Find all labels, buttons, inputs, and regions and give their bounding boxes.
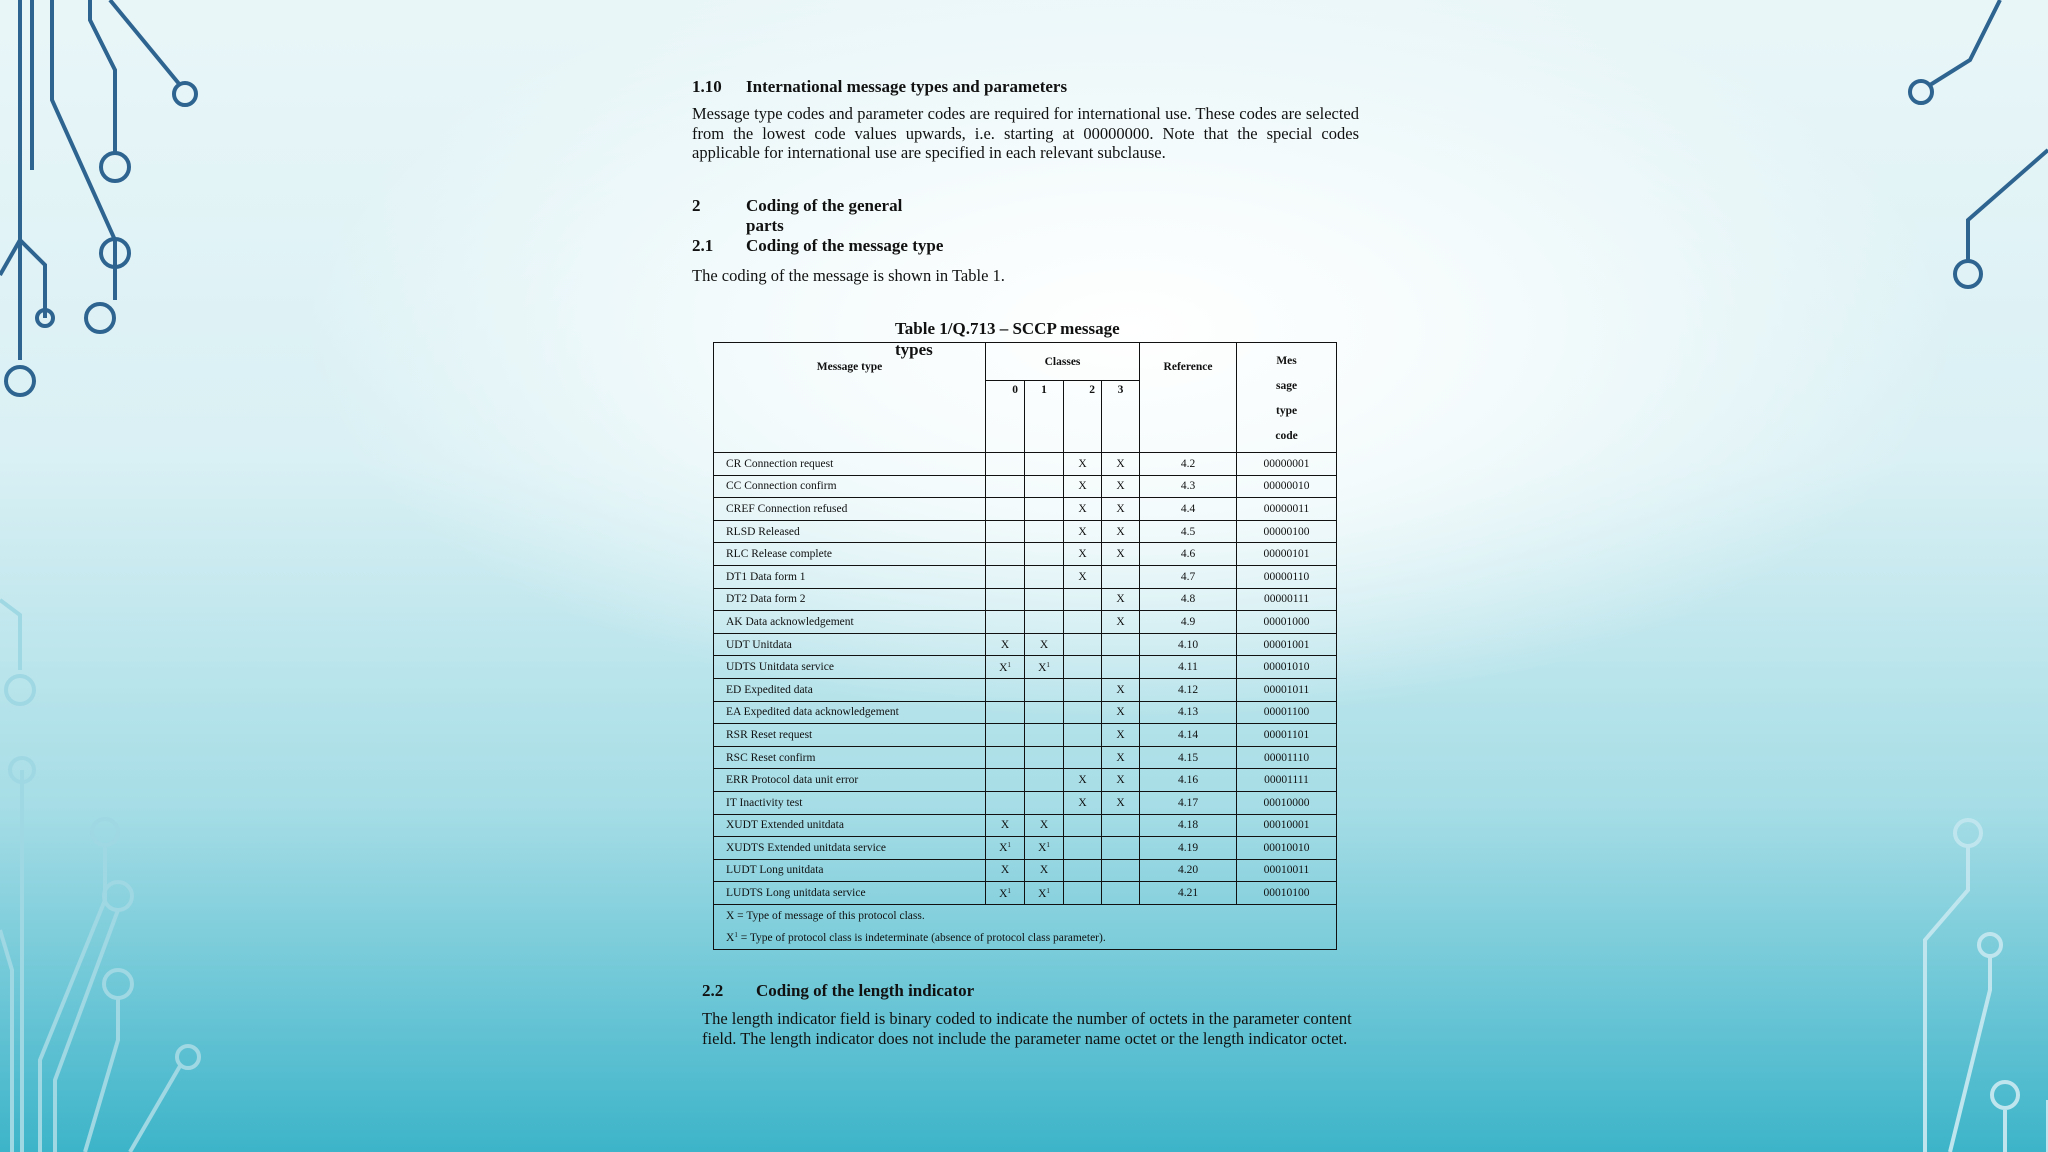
cell-class-2 bbox=[1064, 633, 1102, 656]
section-2-heading: 2 Coding of the general parts bbox=[692, 196, 903, 235]
cell-reference: 4.19 bbox=[1140, 837, 1237, 860]
cell-class-1 bbox=[1025, 520, 1064, 543]
cell-class-3 bbox=[1102, 565, 1140, 588]
cell-class-1 bbox=[1025, 791, 1064, 814]
cell-reference: 4.9 bbox=[1140, 611, 1237, 634]
cell-code: 00001011 bbox=[1237, 678, 1337, 701]
cell-class-0: X bbox=[986, 814, 1025, 837]
cell-reference: 4.14 bbox=[1140, 724, 1237, 747]
cell-class-3 bbox=[1102, 814, 1140, 837]
cell-code: 00010010 bbox=[1237, 837, 1337, 860]
cell-class-2 bbox=[1064, 724, 1102, 747]
footnote-2: $X^1$ = Type of protocol class is indeterminate (absence of protocol class parameter). bbox=[714, 927, 1337, 950]
cell-class-1: $X^1$ bbox=[1025, 656, 1064, 679]
cell-class-2: X bbox=[1064, 769, 1102, 792]
cell-class-0 bbox=[986, 791, 1025, 814]
cell-message-name: ED Expedited data bbox=[714, 678, 986, 701]
cell-class-2 bbox=[1064, 882, 1102, 905]
section-2-1-body: The coding of the message is shown in Table 1. bbox=[692, 266, 1005, 285]
cell-message-name: RSC Reset confirm bbox=[714, 746, 986, 769]
cell-class-2 bbox=[1064, 814, 1102, 837]
cell-class-0 bbox=[986, 724, 1025, 747]
table-row bbox=[714, 769, 1337, 792]
cell-code: 00010000 bbox=[1237, 791, 1337, 814]
cell-class-2 bbox=[1064, 859, 1102, 882]
cell-message-name: XUDT Extended unitdata bbox=[714, 814, 986, 837]
cell-code: 00001010 bbox=[1237, 656, 1337, 679]
header-message-type-code: Mes sage type code bbox=[1237, 343, 1337, 453]
header-classes: Classes bbox=[986, 343, 1140, 381]
cell-class-2: X bbox=[1064, 791, 1102, 814]
cell-class-3: X bbox=[1102, 498, 1140, 521]
cell-code: 00010001 bbox=[1237, 814, 1337, 837]
cell-class-1 bbox=[1025, 475, 1064, 498]
cell-message-name: LUDT Long unitdata bbox=[714, 859, 986, 882]
cell-message-name: RLC Release complete bbox=[714, 543, 986, 566]
table-row bbox=[714, 565, 1337, 588]
cell-class-3 bbox=[1102, 882, 1140, 905]
header-class-0: 0 bbox=[986, 381, 1025, 453]
cell-class-1: $X^1$ bbox=[1025, 837, 1064, 860]
cell-class-0 bbox=[986, 701, 1025, 724]
table-row bbox=[714, 724, 1337, 747]
header-message-type: Message type bbox=[714, 343, 986, 453]
cell-reference: 4.10 bbox=[1140, 633, 1237, 656]
cell-class-0: $X^1$ bbox=[986, 882, 1025, 905]
cell-class-2 bbox=[1064, 611, 1102, 634]
table-row bbox=[714, 588, 1337, 611]
cell-code: 00000110 bbox=[1237, 565, 1337, 588]
cell-class-0 bbox=[986, 769, 1025, 792]
cell-message-name: IT Inactivity test bbox=[714, 791, 986, 814]
cell-message-name: DT2 Data form 2 bbox=[714, 588, 986, 611]
table-row bbox=[714, 746, 1337, 769]
cell-class-2: X bbox=[1064, 498, 1102, 521]
cell-reference: 4.8 bbox=[1140, 588, 1237, 611]
header-class-1: 1 bbox=[1025, 381, 1064, 453]
cell-class-3 bbox=[1102, 656, 1140, 679]
header-reference: Reference bbox=[1140, 343, 1237, 453]
cell-class-3 bbox=[1102, 859, 1140, 882]
cell-code: 00001111 bbox=[1237, 769, 1337, 792]
table-caption: Table 1/Q.713 – SCCP message types bbox=[895, 319, 1120, 359]
cell-message-name: AK Data acknowledgement bbox=[714, 611, 986, 634]
cell-class-3 bbox=[1102, 837, 1140, 860]
cell-class-2: X bbox=[1064, 475, 1102, 498]
cell-class-0 bbox=[986, 520, 1025, 543]
cell-code: 00000100 bbox=[1237, 520, 1337, 543]
cell-message-name: DT1 Data form 1 bbox=[714, 565, 986, 588]
footnote-1: X = Type of message of this protocol class. bbox=[714, 904, 1337, 927]
cell-class-0 bbox=[986, 475, 1025, 498]
table-row bbox=[714, 498, 1337, 521]
cell-reference: 4.20 bbox=[1140, 859, 1237, 882]
cell-class-0: $X^1$ bbox=[986, 837, 1025, 860]
table-body bbox=[714, 453, 1337, 905]
cell-class-0 bbox=[986, 611, 1025, 634]
section-2-1-heading: 2.1 Coding of the message type bbox=[692, 236, 944, 255]
table-row bbox=[714, 611, 1337, 634]
cell-class-1: X bbox=[1025, 814, 1064, 837]
table-row bbox=[714, 520, 1337, 543]
cell-reference: 4.18 bbox=[1140, 814, 1237, 837]
cell-class-3: X bbox=[1102, 453, 1140, 476]
cell-class-1 bbox=[1025, 588, 1064, 611]
cell-class-0: X bbox=[986, 859, 1025, 882]
section-2-2-heading: 2.2 Coding of the length indicator bbox=[702, 981, 975, 1000]
cell-code: 00001000 bbox=[1237, 611, 1337, 634]
cell-class-2 bbox=[1064, 837, 1102, 860]
cell-code: 00010011 bbox=[1237, 859, 1337, 882]
cell-message-name: CC Connection confirm bbox=[714, 475, 986, 498]
cell-class-2 bbox=[1064, 678, 1102, 701]
cell-code: 00001101 bbox=[1237, 724, 1337, 747]
table-row bbox=[714, 633, 1337, 656]
cell-class-3: X bbox=[1102, 520, 1140, 543]
cell-class-3: X bbox=[1102, 475, 1140, 498]
cell-reference: 4.12 bbox=[1140, 678, 1237, 701]
cell-message-name: EA Expedited data acknowledgement bbox=[714, 701, 986, 724]
cell-class-3 bbox=[1102, 633, 1140, 656]
cell-code: 00001110 bbox=[1237, 746, 1337, 769]
section-2-2-body: The length indicator field is binary coded to indicate the number of octets in the parameter content field. The length indicator does not include the parameter name octet or the length indicator octet. bbox=[702, 1009, 1352, 1048]
cell-reference: 4.2 bbox=[1140, 453, 1237, 476]
cell-class-1: X bbox=[1025, 633, 1064, 656]
cell-class-0: $X^1$ bbox=[986, 656, 1025, 679]
table-row bbox=[714, 453, 1337, 476]
cell-class-2: X bbox=[1064, 520, 1102, 543]
table-row bbox=[714, 882, 1337, 905]
cell-class-3: X bbox=[1102, 724, 1140, 747]
cell-class-1 bbox=[1025, 678, 1064, 701]
cell-class-3: X bbox=[1102, 701, 1140, 724]
cell-reference: 4.4 bbox=[1140, 498, 1237, 521]
table-row bbox=[714, 814, 1337, 837]
cell-class-1 bbox=[1025, 543, 1064, 566]
cell-class-2: X bbox=[1064, 543, 1102, 566]
cell-class-0 bbox=[986, 543, 1025, 566]
cell-reference: 4.11 bbox=[1140, 656, 1237, 679]
section-1-10-heading: 1.10 International message types and parameters bbox=[692, 77, 1068, 96]
cell-message-name: RSR Reset request bbox=[714, 724, 986, 747]
cell-code: 00000010 bbox=[1237, 475, 1337, 498]
cell-class-3: X bbox=[1102, 791, 1140, 814]
cell-reference: 4.17 bbox=[1140, 791, 1237, 814]
cell-class-1 bbox=[1025, 724, 1064, 747]
cell-code: 00000101 bbox=[1237, 543, 1337, 566]
cell-message-name: ERR Protocol data unit error bbox=[714, 769, 986, 792]
cell-class-2: X bbox=[1064, 565, 1102, 588]
cell-reference: 4.13 bbox=[1140, 701, 1237, 724]
cell-class-2 bbox=[1064, 746, 1102, 769]
table-row bbox=[714, 656, 1337, 679]
cell-reference: 4.7 bbox=[1140, 565, 1237, 588]
cell-message-name: CREF Connection refused bbox=[714, 498, 986, 521]
cell-code: 00000111 bbox=[1237, 588, 1337, 611]
cell-reference: 4.5 bbox=[1140, 520, 1237, 543]
cell-code: 00001001 bbox=[1237, 633, 1337, 656]
cell-message-name: CR Connection request bbox=[714, 453, 986, 476]
cell-class-1 bbox=[1025, 701, 1064, 724]
cell-class-1 bbox=[1025, 453, 1064, 476]
cell-reference: 4.21 bbox=[1140, 882, 1237, 905]
cell-message-name: LUDTS Long unitdata service bbox=[714, 882, 986, 905]
cell-class-0 bbox=[986, 678, 1025, 701]
table-row bbox=[714, 543, 1337, 566]
cell-class-2 bbox=[1064, 701, 1102, 724]
cell-class-3: X bbox=[1102, 543, 1140, 566]
cell-class-2 bbox=[1064, 588, 1102, 611]
table-row bbox=[714, 837, 1337, 860]
cell-class-0 bbox=[986, 588, 1025, 611]
cell-message-name: XUDTS Extended unitdata service bbox=[714, 837, 986, 860]
cell-reference: 4.3 bbox=[1140, 475, 1237, 498]
cell-class-3: X bbox=[1102, 769, 1140, 792]
section-1-10-body: Message type codes and parameter codes are required for international use. These codes are selected from the lowest code values upwards, i.e. starting at 00000000. Note that the special codes applicable for international use are specified in each relevant subclause. bbox=[692, 104, 1359, 162]
cell-class-3: X bbox=[1102, 588, 1140, 611]
table-row bbox=[714, 859, 1337, 882]
cell-code: 00000001 bbox=[1237, 453, 1337, 476]
cell-class-1 bbox=[1025, 565, 1064, 588]
cell-class-1 bbox=[1025, 611, 1064, 634]
cell-class-1 bbox=[1025, 769, 1064, 792]
cell-class-1 bbox=[1025, 746, 1064, 769]
message-types-table bbox=[713, 342, 1337, 950]
cell-class-1: X bbox=[1025, 859, 1064, 882]
cell-code: 00001100 bbox=[1237, 701, 1337, 724]
cell-class-0 bbox=[986, 565, 1025, 588]
table-row bbox=[714, 791, 1337, 814]
cell-class-2: X bbox=[1064, 453, 1102, 476]
table-row bbox=[714, 475, 1337, 498]
cell-class-3: X bbox=[1102, 678, 1140, 701]
cell-class-0: X bbox=[986, 633, 1025, 656]
cell-class-0 bbox=[986, 498, 1025, 521]
cell-code: 00010100 bbox=[1237, 882, 1337, 905]
cell-reference: 4.15 bbox=[1140, 746, 1237, 769]
cell-class-3: X bbox=[1102, 611, 1140, 634]
table-row bbox=[714, 678, 1337, 701]
header-class-3: 3 bbox=[1102, 381, 1140, 453]
cell-reference: 4.16 bbox=[1140, 769, 1237, 792]
header-class-2: 2 bbox=[1064, 381, 1102, 453]
cell-message-name: UDT Unitdata bbox=[714, 633, 986, 656]
table-row bbox=[714, 701, 1337, 724]
cell-class-1 bbox=[1025, 498, 1064, 521]
cell-message-name: RLSD Released bbox=[714, 520, 986, 543]
cell-message-name: UDTS Unitdata service bbox=[714, 656, 986, 679]
cell-class-1: $X^1$ bbox=[1025, 882, 1064, 905]
cell-class-3: X bbox=[1102, 746, 1140, 769]
cell-class-0 bbox=[986, 746, 1025, 769]
cell-class-0 bbox=[986, 453, 1025, 476]
cell-class-2 bbox=[1064, 656, 1102, 679]
cell-code: 00000011 bbox=[1237, 498, 1337, 521]
cell-reference: 4.6 bbox=[1140, 543, 1237, 566]
